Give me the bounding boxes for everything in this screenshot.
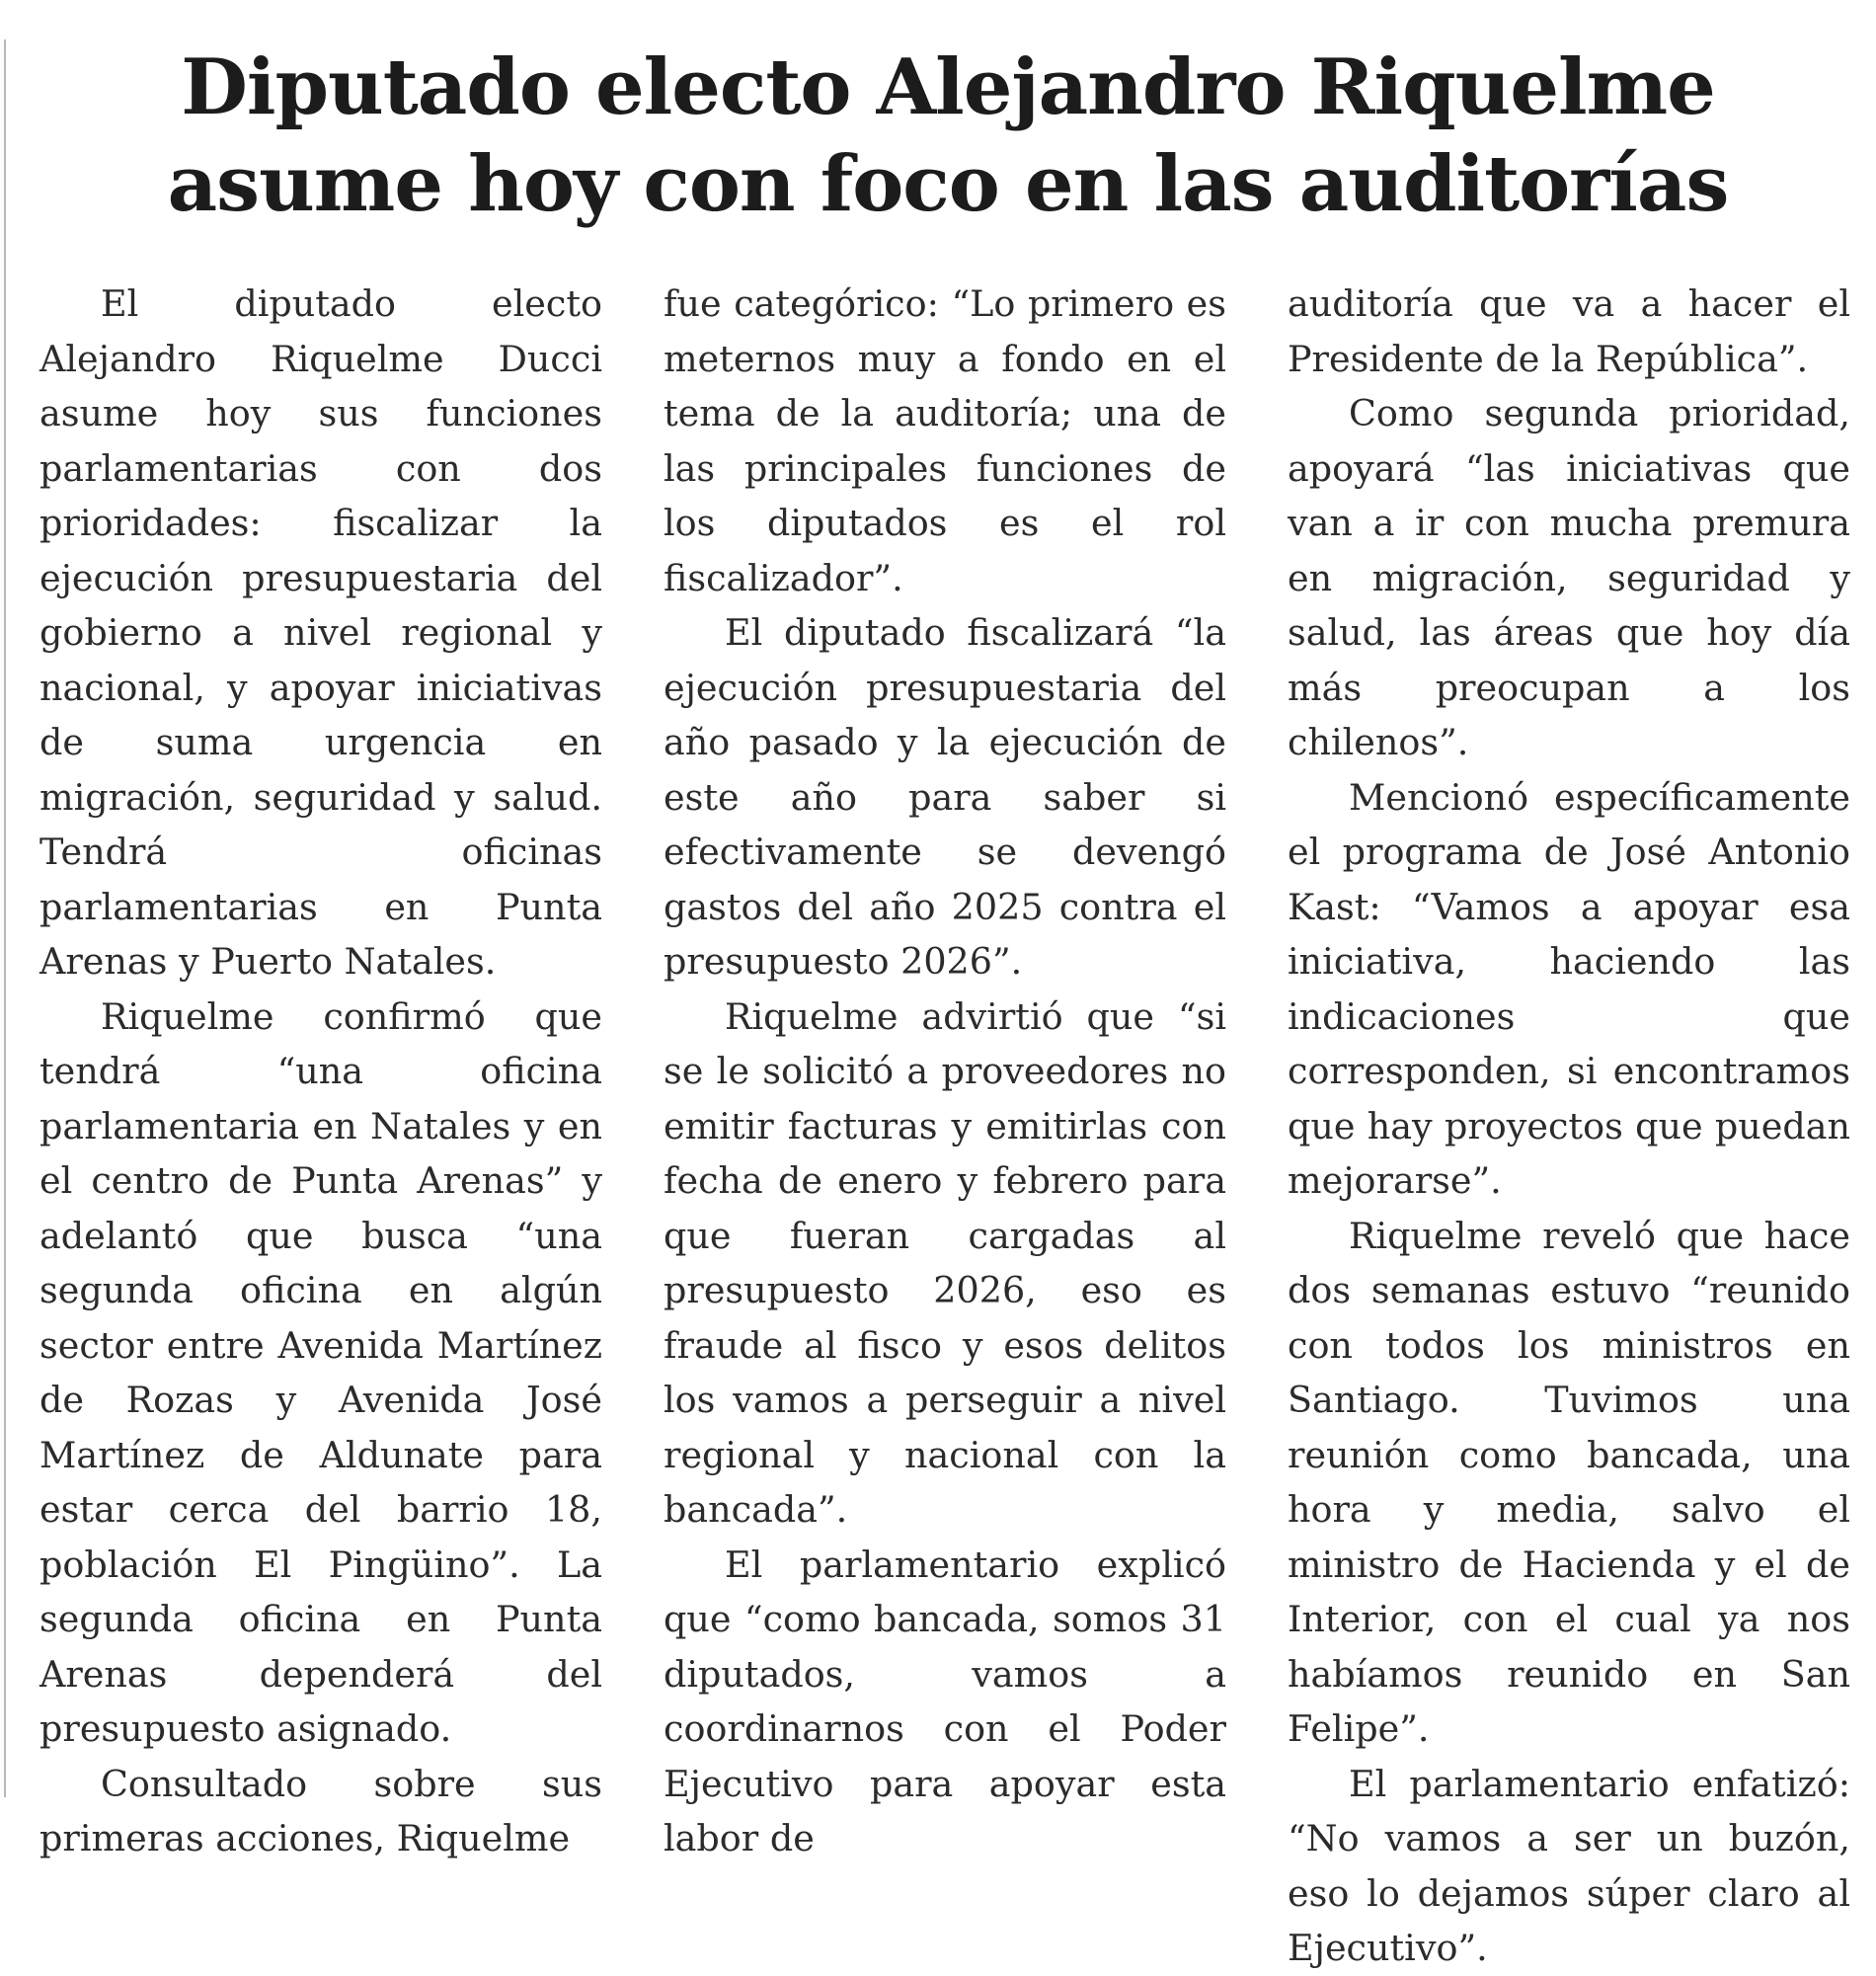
article-column-1	[39, 277, 602, 1866]
paragraph: fue categórico: “Lo primero es meternos muy a fondo en el tema de la auditoría; una de las principales funciones de los diputados es el rol fiscalizador”.	[664, 282, 1226, 599]
paragraph: El diputado fiscalizará “la ejecución presupuestaria del año pasado y la ejecución de este año para saber si efectivamente se devengó gastos del año 2025 contra el presupuesto 2026”.	[664, 611, 1226, 983]
headline-line-1: Diputado electo Alejandro Riquelme	[181, 42, 1715, 132]
paragraph: Como segunda prioridad, apoyará “las iniciativas que van a ir con mucha premura en migración, seguridad y salud, las áreas que hoy día más preocupan a los chilenos”.	[1288, 392, 1850, 763]
article-headline	[148, 40, 1748, 233]
paragraph: auditoría que va a hacer el Presidente de la República”.	[1288, 282, 1850, 380]
article-column-2	[664, 277, 1226, 1866]
paragraph: El diputado electo Alejandro Riquelme Ducci asume hoy sus funciones parlamentarias con dos prioridades: fiscalizar la ejecución presupuestaria del gobierno a nivel regional y nacional, y apoyar iniciativas de suma urgencia en migración, seguridad y salud. Tendrá oficinas parlamentarias en Punta Arenas y Puerto Natales.	[39, 282, 602, 983]
page-edge-rule	[4, 40, 6, 1797]
article-column-3	[1288, 277, 1850, 1976]
paragraph: Riquelme confirmó que tendrá “una oficina parlamentaria en Natales y en el centro de Punta Arenas” y adelantó que busca “una segunda oficina en algún sector entre Avenida Martínez de Rozas y Avenida José Martínez de Aldunate para estar cerca del barrio 18, población El Pingüino”. La segunda oficina en Punta Arenas dependerá del presupuesto asignado.	[39, 994, 602, 1750]
article-body	[39, 277, 1850, 1969]
paragraph: Consultado sobre sus primeras acciones, Riquelme	[39, 1762, 602, 1859]
headline-line-2: asume hoy con foco en las auditorías	[167, 139, 1729, 229]
paragraph: Mencionó específicamente el programa de José Antonio Kast: “Vamos a apoyar esa iniciativa, haciendo las indicaciones que corresponden, si encontramos que hay proyectos que puedan mejorarse”.	[1288, 775, 1850, 1202]
paragraph: Riquelme advirtió que “si se le solicitó a proveedores no emitir facturas y emitirlas con fecha de enero y febrero para que fueran cargadas al presupuesto 2026, eso es fraude al fisco y esos delitos los vamos a perseguir a nivel regional y nacional con la bancada”.	[664, 994, 1226, 1531]
paragraph: El parlamentario explicó que “como bancada, somos 31 diputados, vamos a coordinarnos con el Poder Ejecutivo para apoyar esta labor de	[664, 1542, 1226, 1859]
paragraph: El parlamentario enfatizó: “No vamos a ser un buzón, eso lo dejamos súper claro al Ejecutivo”.	[1288, 1762, 1850, 1969]
paragraph: Riquelme reveló que hace dos semanas estuvo “reunido con todos los ministros en Santiago. Tuvimos una reunión como bancada, una hora y media, salvo el ministro de Hacienda y el de Interior, con el cual ya nos habíamos reunido en San Felipe”.	[1288, 1214, 1850, 1750]
